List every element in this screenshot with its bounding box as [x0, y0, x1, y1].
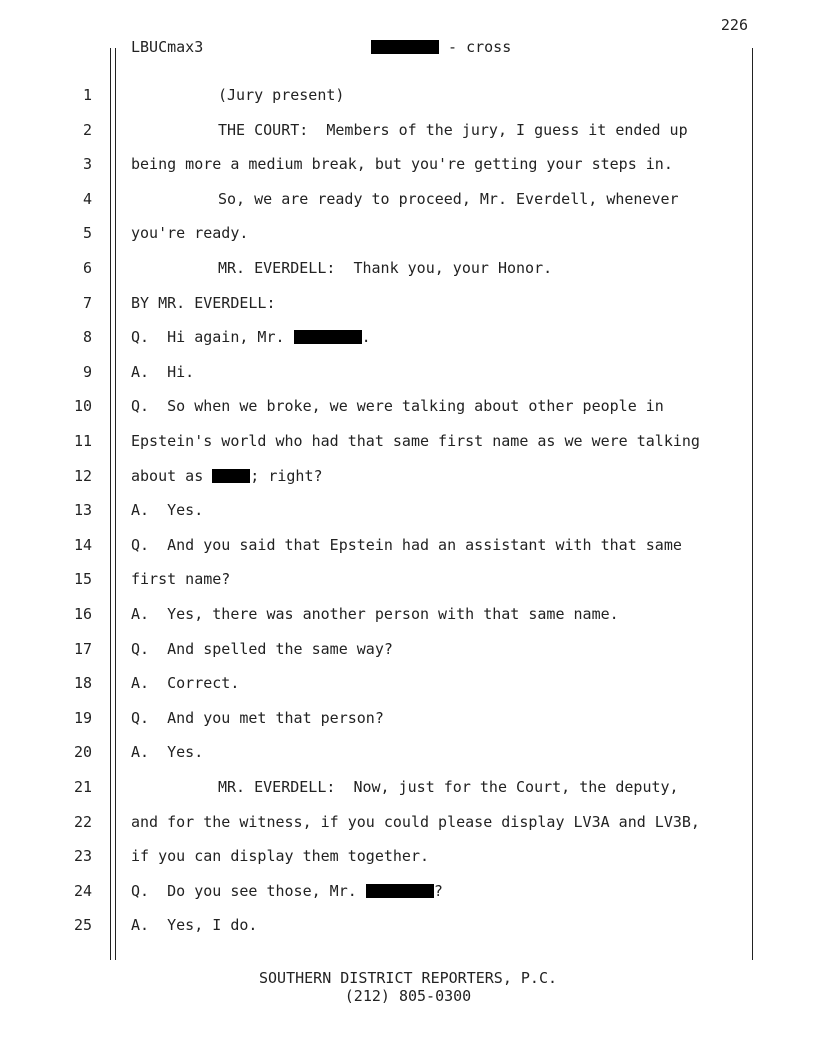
line-text-segment: A. Yes, there was another person with that same name.: [131, 605, 619, 623]
line-text-segment: about as: [131, 466, 213, 485]
transcript-line: [0, 467, 816, 501]
line-text: [131, 397, 664, 415]
redaction-block: [371, 40, 439, 54]
line-number: 6: [82, 259, 92, 277]
line-text: [131, 328, 371, 346]
transcript-line: [0, 813, 816, 847]
line-text: [131, 501, 203, 519]
line-number: 12: [73, 466, 92, 485]
line-number: 8: [82, 328, 92, 347]
line-number: 10: [73, 397, 92, 416]
transcript-line: [0, 294, 816, 328]
page-footer: [0, 969, 816, 1005]
line-number: 21: [73, 778, 92, 796]
case-id: LBUCmax3: [131, 38, 204, 56]
line-number: 24: [73, 881, 92, 900]
line-number: 4: [82, 189, 92, 208]
line-text: [131, 467, 323, 485]
line-text-segment: BY MR. EVERDELL:: [131, 293, 276, 312]
line-number: 9: [82, 362, 92, 381]
line-number: 18: [73, 674, 92, 693]
line-text: [218, 121, 688, 139]
line-number: 25: [73, 916, 92, 935]
line-number: 5: [82, 224, 92, 243]
transcript-line: [0, 605, 816, 639]
line-text: [131, 640, 393, 658]
line-text: [131, 605, 619, 623]
transcript-line: [0, 882, 816, 916]
transcript-line: [0, 743, 816, 777]
line-text: [218, 259, 552, 277]
line-text: [131, 536, 682, 554]
transcript-line: [0, 709, 816, 743]
line-text: [218, 190, 679, 208]
page-header: [0, 38, 816, 58]
line-text-segment: ?: [433, 881, 443, 900]
line-text-segment: A. Yes.: [131, 743, 204, 762]
line-text-segment: Q. Do you see those, Mr.: [131, 881, 366, 900]
line-text-segment: Q. Hi again, Mr.: [131, 328, 294, 347]
transcript-line: [0, 778, 816, 812]
line-text: [131, 363, 194, 381]
transcript-line: [0, 397, 816, 431]
transcript-line: [0, 916, 816, 950]
line-text: [131, 847, 429, 865]
transcript-line: [0, 121, 816, 155]
line-number: 16: [73, 605, 92, 623]
line-text-segment: Q. And spelled the same way?: [131, 639, 393, 658]
transcript-line: [0, 674, 816, 708]
line-number: 11: [73, 432, 92, 450]
line-text: [131, 570, 230, 588]
line-text-segment: Q. So when we broke, we were talking about other people in: [131, 397, 664, 416]
line-text: [131, 224, 248, 242]
reporter-phone: (212) 805-0300: [344, 987, 472, 1005]
line-text-segment: if you can display them together.: [131, 847, 430, 866]
line-number: 19: [73, 708, 92, 727]
line-number: 15: [73, 570, 92, 589]
line-text: [131, 743, 203, 761]
line-text-segment: ; right?: [250, 466, 323, 485]
line-text-segment: A. Correct.: [131, 674, 240, 693]
transcript-line: [0, 259, 816, 293]
line-number: 7: [82, 293, 92, 312]
line-number: 23: [73, 847, 92, 866]
line-number: 3: [82, 155, 92, 174]
transcript-line: [0, 570, 816, 604]
line-text: [131, 882, 443, 900]
transcript-line: [0, 155, 816, 189]
exam-type: - cross: [439, 38, 512, 56]
line-text-segment: Q. And you met that person?: [131, 708, 384, 727]
reporter-name: SOUTHERN DISTRICT REPORTERS, P.C.: [258, 969, 557, 987]
line-text: [131, 709, 384, 727]
transcript-line: [0, 847, 816, 881]
transcript-line: [0, 190, 816, 224]
line-text-segment: THE COURT: Members of the jury, I guess it ended up: [218, 120, 688, 139]
line-text: [218, 86, 344, 104]
line-text: [131, 674, 239, 692]
line-number: 2: [82, 120, 92, 139]
line-number: 14: [73, 535, 92, 554]
redaction-block: [366, 884, 434, 898]
line-number: 13: [73, 501, 92, 520]
transcript-line: [0, 328, 816, 362]
line-number: 1: [82, 86, 92, 104]
transcript-line: [0, 363, 816, 397]
line-text-segment: (Jury present): [218, 86, 345, 104]
line-number: 22: [73, 812, 92, 831]
line-number: 17: [73, 639, 92, 658]
line-text-segment: being more a medium break, but you're getting your steps in.: [131, 155, 673, 174]
line-text-segment: Q. And you said that Epstein had an assistant with that same: [131, 535, 682, 554]
line-text: [131, 155, 673, 173]
line-text-segment: MR. EVERDELL: Thank you, your Honor.: [218, 259, 553, 277]
transcript-line: [0, 640, 816, 674]
line-text-segment: MR. EVERDELL: Now, just for the Court, the deputy,: [218, 778, 679, 796]
line-text-segment: Epstein's world who had that same first name as we were talking: [131, 432, 700, 450]
line-text: [131, 813, 700, 831]
line-text-segment: first name?: [131, 570, 231, 589]
line-text: [131, 294, 276, 312]
line-text-segment: .: [361, 328, 371, 347]
line-text: [131, 432, 700, 450]
line-text-segment: and for the witness, if you could please display LV3A and LV3B,: [131, 812, 700, 831]
line-text-segment: So, we are ready to proceed, Mr. Everdell, whenever: [218, 189, 679, 208]
line-text-segment: A. Hi.: [131, 362, 195, 381]
line-text: [218, 778, 679, 796]
transcript-line: [0, 432, 816, 466]
transcript-line: [0, 501, 816, 535]
line-text-segment: A. Yes, I do.: [131, 916, 258, 935]
line-text-segment: A. Yes.: [131, 501, 204, 520]
witness-heading: [371, 38, 511, 56]
transcript-line: [0, 224, 816, 258]
line-text: [131, 916, 257, 934]
redaction-block: [294, 330, 362, 344]
redaction-block: [212, 469, 250, 483]
line-number: 20: [73, 743, 92, 762]
transcript-line: [0, 536, 816, 570]
transcript-line: [0, 86, 816, 120]
page-number: 226: [720, 16, 748, 34]
line-text-segment: you're ready.: [131, 224, 249, 243]
